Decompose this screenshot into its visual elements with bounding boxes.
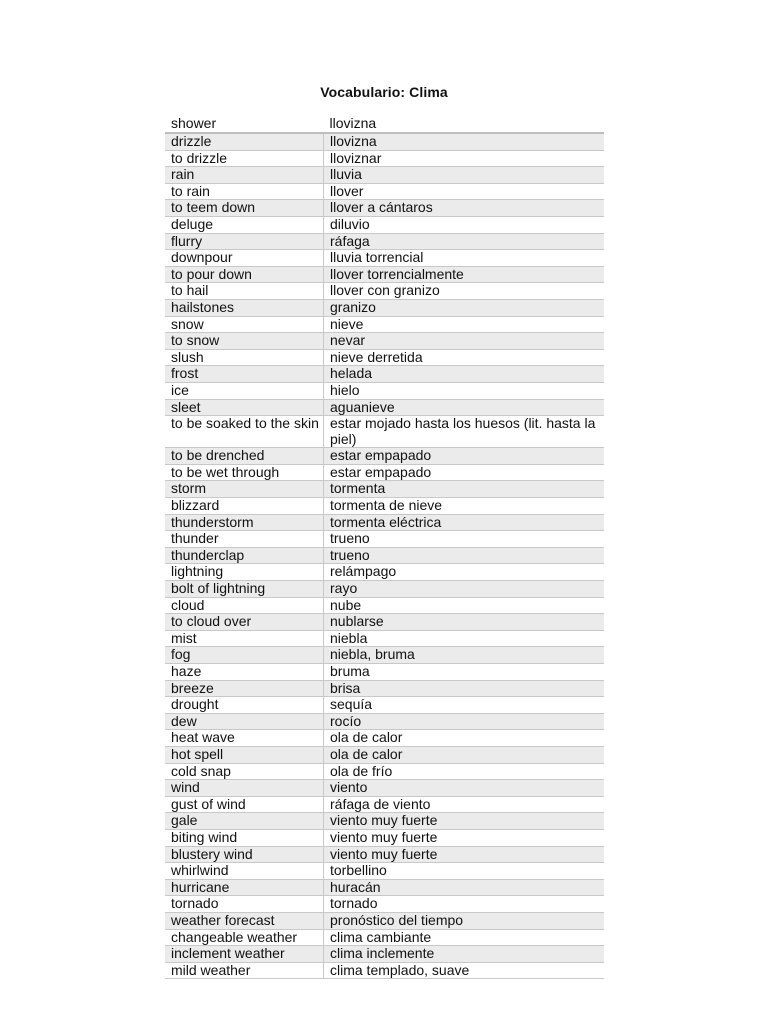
spanish-term: niebla, bruma bbox=[324, 647, 605, 664]
table-row bbox=[165, 813, 604, 830]
spanish-term: ráfaga bbox=[324, 233, 605, 250]
table-row bbox=[165, 316, 604, 333]
english-term: drizzle bbox=[165, 133, 324, 150]
table-row bbox=[165, 514, 604, 531]
spanish-term: tornado bbox=[324, 896, 605, 913]
spanish-term: nublarse bbox=[324, 614, 605, 631]
english-term: to be drenched bbox=[165, 448, 324, 465]
table-row bbox=[165, 697, 604, 714]
english-term: dew bbox=[165, 713, 324, 730]
english-term: mist bbox=[165, 630, 324, 647]
spanish-term: estar mojado hasta los huesos (lit. hasta la piel) bbox=[324, 416, 605, 448]
spanish-term: viento muy fuerte bbox=[324, 846, 605, 863]
english-term: gale bbox=[165, 813, 324, 830]
table-row bbox=[165, 299, 604, 316]
spanish-term: aguanieve bbox=[324, 399, 605, 416]
english-term: sleet bbox=[165, 399, 324, 416]
table-row bbox=[165, 630, 604, 647]
english-term: hurricane bbox=[165, 879, 324, 896]
spanish-term: trueno bbox=[324, 531, 605, 548]
table-row bbox=[165, 680, 604, 697]
english-term: changeable weather bbox=[165, 929, 324, 946]
table-row bbox=[165, 283, 604, 300]
table-row bbox=[165, 829, 604, 846]
english-term: weather forecast bbox=[165, 912, 324, 929]
table-row bbox=[165, 564, 604, 581]
spanish-term: clima cambiante bbox=[324, 929, 605, 946]
spanish-term: tormenta de nieve bbox=[324, 498, 605, 515]
table-row bbox=[165, 962, 604, 979]
english-term: frost bbox=[165, 366, 324, 383]
table-row bbox=[165, 382, 604, 399]
table-row bbox=[165, 200, 604, 217]
english-term: inclement weather bbox=[165, 946, 324, 963]
table-row bbox=[165, 498, 604, 515]
spanish-term: clima inclemente bbox=[324, 946, 605, 963]
table-row bbox=[165, 780, 604, 797]
table-row bbox=[165, 713, 604, 730]
english-term: hot spell bbox=[165, 746, 324, 763]
english-term: breeze bbox=[165, 680, 324, 697]
spanish-term: hielo bbox=[324, 382, 605, 399]
english-term: to teem down bbox=[165, 200, 324, 217]
spanish-term: tormenta bbox=[324, 481, 605, 498]
spanish-term: estar empapado bbox=[324, 464, 605, 481]
table-row bbox=[165, 796, 604, 813]
spanish-term: lloviznar bbox=[324, 150, 605, 167]
table-row bbox=[165, 183, 604, 200]
table-row bbox=[165, 399, 604, 416]
table-row bbox=[165, 167, 604, 184]
table-row bbox=[165, 879, 604, 896]
table-row bbox=[165, 366, 604, 383]
spanish-term: viento bbox=[324, 780, 605, 797]
spanish-term: clima templado, suave bbox=[324, 962, 605, 979]
spanish-term: ráfaga de viento bbox=[324, 796, 605, 813]
table-row bbox=[165, 929, 604, 946]
table-row bbox=[165, 896, 604, 913]
english-term: tornado bbox=[165, 896, 324, 913]
table-row bbox=[165, 946, 604, 963]
english-term: ice bbox=[165, 382, 324, 399]
english-term: thunder bbox=[165, 531, 324, 548]
english-term: blustery wind bbox=[165, 846, 324, 863]
spanish-term: nieve bbox=[324, 316, 605, 333]
spanish-term: helada bbox=[324, 366, 605, 383]
spanish-term: nube bbox=[324, 597, 605, 614]
english-term: storm bbox=[165, 481, 324, 498]
spanish-term: bruma bbox=[324, 664, 605, 681]
english-term: hailstones bbox=[165, 299, 324, 316]
spanish-term: lluvia bbox=[324, 167, 605, 184]
spanish-term: huracán bbox=[324, 879, 605, 896]
table-row bbox=[165, 846, 604, 863]
english-term: whirlwind bbox=[165, 863, 324, 880]
english-term: fog bbox=[165, 647, 324, 664]
english-term: gust of wind bbox=[165, 796, 324, 813]
spanish-term: diluvio bbox=[324, 216, 605, 233]
vocabulary-table bbox=[165, 116, 604, 979]
english-term: slush bbox=[165, 349, 324, 366]
spanish-term: llovizna bbox=[324, 133, 605, 150]
english-term: to cloud over bbox=[165, 614, 324, 631]
table-row bbox=[165, 133, 604, 150]
english-term: to be soaked to the skin bbox=[165, 416, 324, 448]
english-term: heat wave bbox=[165, 730, 324, 747]
english-term: cold snap bbox=[165, 763, 324, 780]
english-term: deluge bbox=[165, 216, 324, 233]
table-row bbox=[165, 912, 604, 929]
spanish-term: relámpago bbox=[324, 564, 605, 581]
table-row bbox=[165, 233, 604, 250]
english-term: wind bbox=[165, 780, 324, 797]
english-term: thunderclap bbox=[165, 547, 324, 564]
english-term: blizzard bbox=[165, 498, 324, 515]
table-row bbox=[165, 481, 604, 498]
english-term: drought bbox=[165, 697, 324, 714]
table-row bbox=[165, 863, 604, 880]
english-term: to be wet through bbox=[165, 464, 324, 481]
english-term: bolt of lightning bbox=[165, 581, 324, 598]
english-term: to hail bbox=[165, 283, 324, 300]
spanish-term: ola de calor bbox=[324, 730, 605, 747]
table-row bbox=[165, 664, 604, 681]
table-row bbox=[165, 250, 604, 267]
english-term: to drizzle bbox=[165, 150, 324, 167]
english-term: to pour down bbox=[165, 266, 324, 283]
english-term: rain bbox=[165, 167, 324, 184]
spanish-term: llover bbox=[324, 183, 605, 200]
english-term: biting wind bbox=[165, 829, 324, 846]
header-english-term: shower bbox=[165, 116, 324, 133]
english-term: downpour bbox=[165, 250, 324, 267]
table-row bbox=[165, 597, 604, 614]
spanish-term: llover a cántaros bbox=[324, 200, 605, 217]
spanish-term: viento muy fuerte bbox=[324, 813, 605, 830]
header-spanish-term: llovizna bbox=[324, 116, 605, 133]
table-row bbox=[165, 746, 604, 763]
table-row bbox=[165, 216, 604, 233]
table-row bbox=[165, 547, 604, 564]
spanish-term: trueno bbox=[324, 547, 605, 564]
spanish-term: rocío bbox=[324, 713, 605, 730]
table-row bbox=[165, 448, 604, 465]
table-row bbox=[165, 150, 604, 167]
spanish-term: rayo bbox=[324, 581, 605, 598]
spanish-term: viento muy fuerte bbox=[324, 829, 605, 846]
spanish-term: niebla bbox=[324, 630, 605, 647]
page-title: Vocabulario: Clima bbox=[320, 84, 448, 100]
table-row bbox=[165, 464, 604, 481]
vocabulary-table-body bbox=[165, 116, 604, 979]
spanish-term: ola de frío bbox=[324, 763, 605, 780]
table-row bbox=[165, 763, 604, 780]
spanish-term: brisa bbox=[324, 680, 605, 697]
table-row bbox=[165, 581, 604, 598]
spanish-term: sequía bbox=[324, 697, 605, 714]
english-term: snow bbox=[165, 316, 324, 333]
english-term: cloud bbox=[165, 597, 324, 614]
spanish-term: estar empapado bbox=[324, 448, 605, 465]
spanish-term: nieve derretida bbox=[324, 349, 605, 366]
spanish-term: llover torrencialmente bbox=[324, 266, 605, 283]
table-header-row bbox=[165, 116, 604, 133]
english-term: flurry bbox=[165, 233, 324, 250]
spanish-term: granizo bbox=[324, 299, 605, 316]
english-term: mild weather bbox=[165, 962, 324, 979]
spanish-term: ola de calor bbox=[324, 746, 605, 763]
spanish-term: nevar bbox=[324, 333, 605, 350]
english-term: to rain bbox=[165, 183, 324, 200]
table-row bbox=[165, 730, 604, 747]
table-row bbox=[165, 416, 604, 448]
spanish-term: tormenta eléctrica bbox=[324, 514, 605, 531]
english-term: thunderstorm bbox=[165, 514, 324, 531]
table-row bbox=[165, 531, 604, 548]
spanish-term: lluvia torrencial bbox=[324, 250, 605, 267]
spanish-term: llover con granizo bbox=[324, 283, 605, 300]
spanish-term: pronóstico del tiempo bbox=[324, 912, 605, 929]
table-row bbox=[165, 349, 604, 366]
english-term: to snow bbox=[165, 333, 324, 350]
english-term: haze bbox=[165, 664, 324, 681]
english-term: lightning bbox=[165, 564, 324, 581]
spanish-term: torbellino bbox=[324, 863, 605, 880]
table-row bbox=[165, 614, 604, 631]
table-row bbox=[165, 647, 604, 664]
table-row bbox=[165, 266, 604, 283]
table-row bbox=[165, 333, 604, 350]
